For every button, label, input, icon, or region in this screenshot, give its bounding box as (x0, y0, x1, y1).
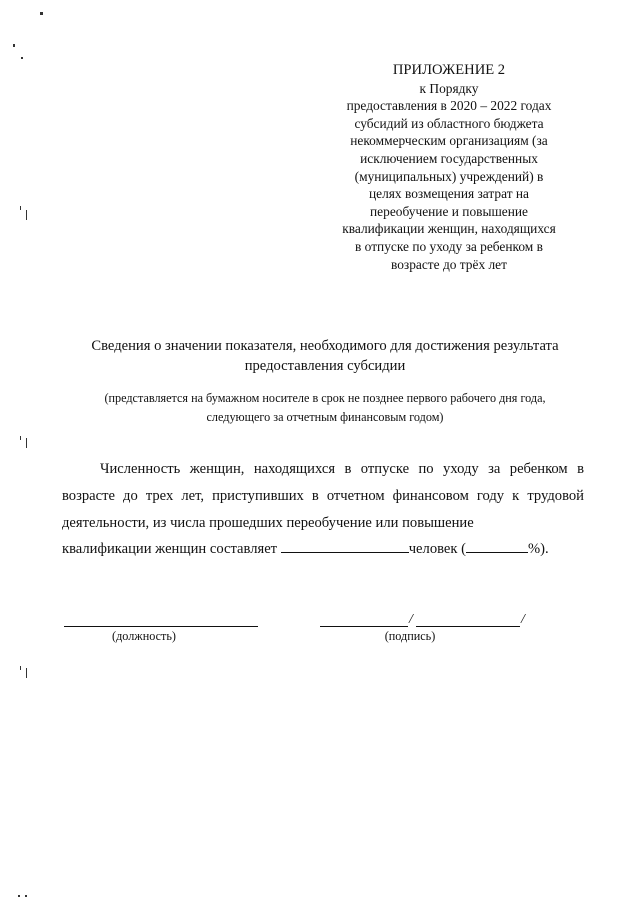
name-line[interactable] (416, 626, 520, 627)
appendix-line: исключением государственных (360, 150, 538, 166)
appendix-line: к Порядку (419, 80, 479, 96)
scan-speck (40, 12, 43, 15)
signature-label: (подпись) (384, 629, 436, 643)
appendix-line: переобучение и повышение (370, 203, 528, 219)
name-slash: / (521, 612, 525, 627)
appendix-line: некоммерческим организациям (за (350, 133, 548, 149)
scan-speck (20, 206, 21, 210)
submission-note (40, 389, 610, 427)
scan-speck (26, 668, 27, 678)
appendix-line: возрасте до трёх лет (391, 256, 507, 272)
appendix-line: (муниципальных) учреждений) в (354, 168, 544, 184)
unit-label: человек ( (408, 541, 466, 558)
signature-line[interactable] (320, 626, 408, 627)
percent-suffix: %). (528, 541, 549, 558)
women-count-blank[interactable] (281, 537, 409, 553)
scan-speck (20, 666, 21, 670)
note-line: следующего за отчетным финансовым годом) (206, 410, 444, 424)
percent-blank[interactable] (466, 537, 528, 553)
appendix-line: целях возмещения затрат на (368, 186, 530, 202)
appendix-line: субсидий из областного бюджета (354, 115, 544, 131)
paragraph-last-prefix: квалификации женщин составляет (62, 541, 278, 558)
signature-slash: / (409, 612, 413, 627)
scan-speck (18, 895, 20, 897)
position-label: (должность) (112, 629, 176, 643)
appendix-title: ПРИЛОЖЕНИЕ 2 (392, 62, 506, 78)
position-line[interactable] (64, 626, 258, 627)
appendix-header (318, 62, 580, 273)
paragraph-body: Численность женщин, находящихся в отпуске по уходу за ребенком в возрасте до трех лет, приступивших в отчетном финансовом году к трудовой деятельности, из числа прошедших переобучение или повышение (62, 461, 584, 531)
scan-speck (26, 210, 27, 220)
document-title (40, 337, 610, 376)
scan-speck (13, 44, 15, 47)
indicator-paragraph (62, 456, 584, 563)
appendix-line: предоставления в 2020 – 2022 годах (346, 98, 552, 114)
appendix-line: квалификации женщин, находящихся (342, 221, 556, 237)
note-line: (представляется на бумажном носителе в срок не позднее первого рабочего дня года, (104, 391, 546, 405)
scan-speck (25, 895, 27, 897)
scan-speck (21, 57, 23, 59)
title-line: предоставления субсидии (244, 357, 406, 374)
title-line: Сведения о значении показателя, необходимого для достижения результата (91, 338, 559, 354)
paragraph-last-line (62, 536, 584, 563)
scan-speck (26, 438, 27, 448)
appendix-line: в отпуске по уходу за ребенком в (355, 238, 543, 254)
scan-speck (20, 436, 21, 440)
